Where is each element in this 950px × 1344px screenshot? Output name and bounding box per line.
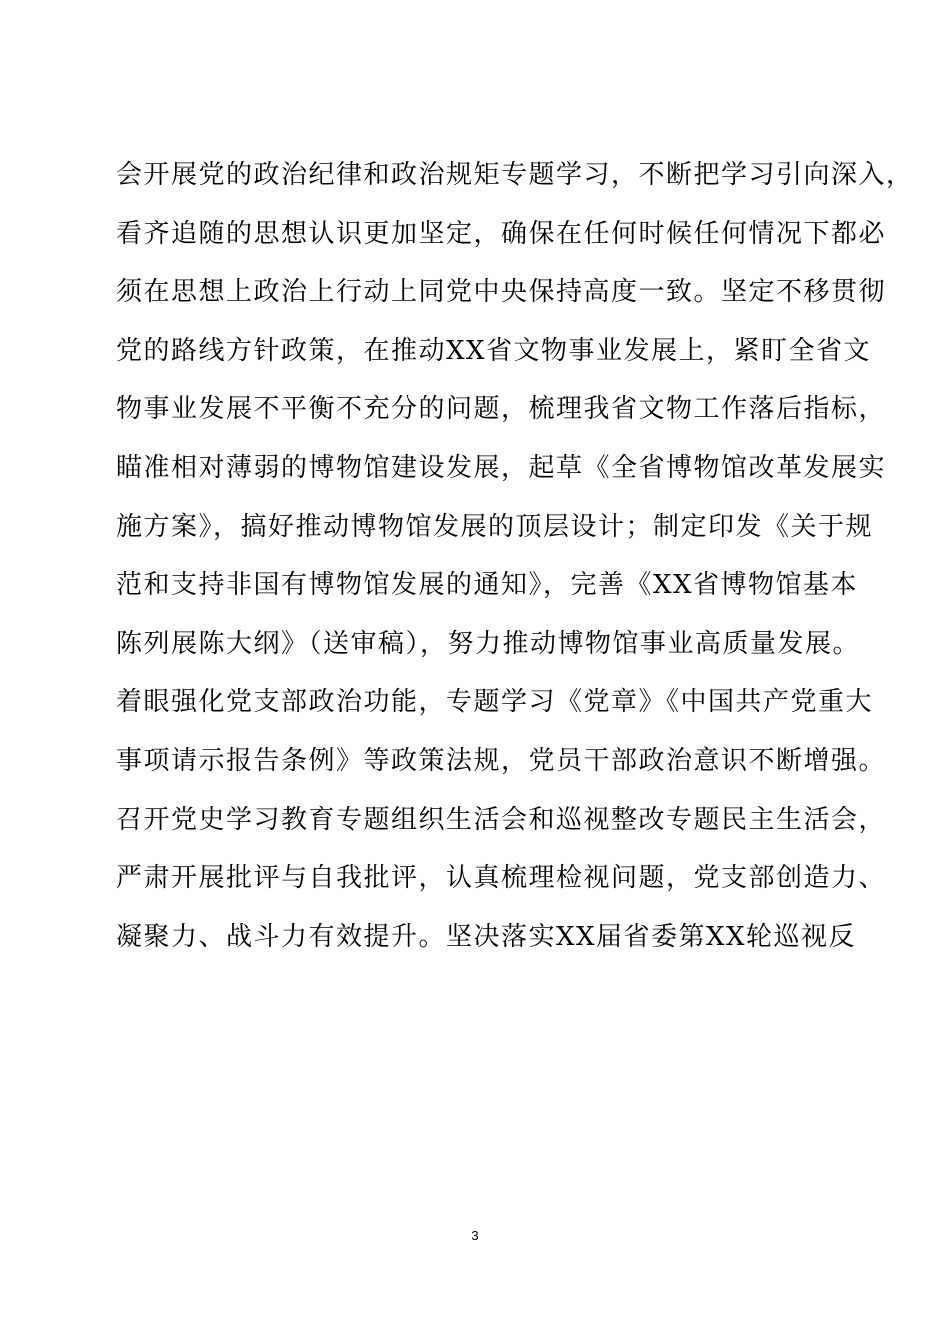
body-text xyxy=(116,146,914,966)
text-line: 着眼强化党支部政治功能，专题学习《党章》《中国共产党重大 xyxy=(116,687,874,718)
text-line: 陈列展陈大纲》（送审稿），努力推动博物馆事业高质量发展。 xyxy=(116,628,861,659)
text-line: 会开展党的政治纪律和政治规矩专题学习，不断把学习引向深入， xyxy=(116,160,914,190)
text-line: 召开党史学习教育专题组织生活会和巡视整改专题民主生活会， xyxy=(116,804,887,835)
page-number: 3 xyxy=(471,1228,479,1243)
text-line: 瞄准相对薄弱的博物馆建设发展，起草《全省博物馆改革发展实 xyxy=(116,452,887,483)
text-line: 范和支持非国有博物馆发展的通知》，完善《XX省博物馆基本 xyxy=(116,570,859,601)
text-line: 物事业发展不平衡不充分的问题，梳理我省文物工作落后指标， xyxy=(116,394,887,425)
text-line: 党的路线方针政策，在推动XX省文物事业发展上，紧盯全省文 xyxy=(116,335,872,366)
text-line: 事项请示报告条例》等政策法规，党员干部政治意识不断增强。 xyxy=(116,745,887,776)
text-line: 施方案》，搞好推动博物馆发展的顶层设计；制定印发《关于规 xyxy=(116,511,874,542)
text-line: 凝聚力、战斗力有效提升。坚决落实XX届省委第XX轮巡视反 xyxy=(116,921,857,952)
text-line: 须在思想上政治上行动上同党中央保持高度一致。坚定不移贯彻 xyxy=(116,277,887,308)
text-line: 看齐追随的思想认识更加坚定，确保在任何时候任何情况下都必 xyxy=(116,218,887,249)
text-line: 严肃开展批评与自我批评，认真梳理检视问题，党支部创造力、 xyxy=(116,863,887,894)
